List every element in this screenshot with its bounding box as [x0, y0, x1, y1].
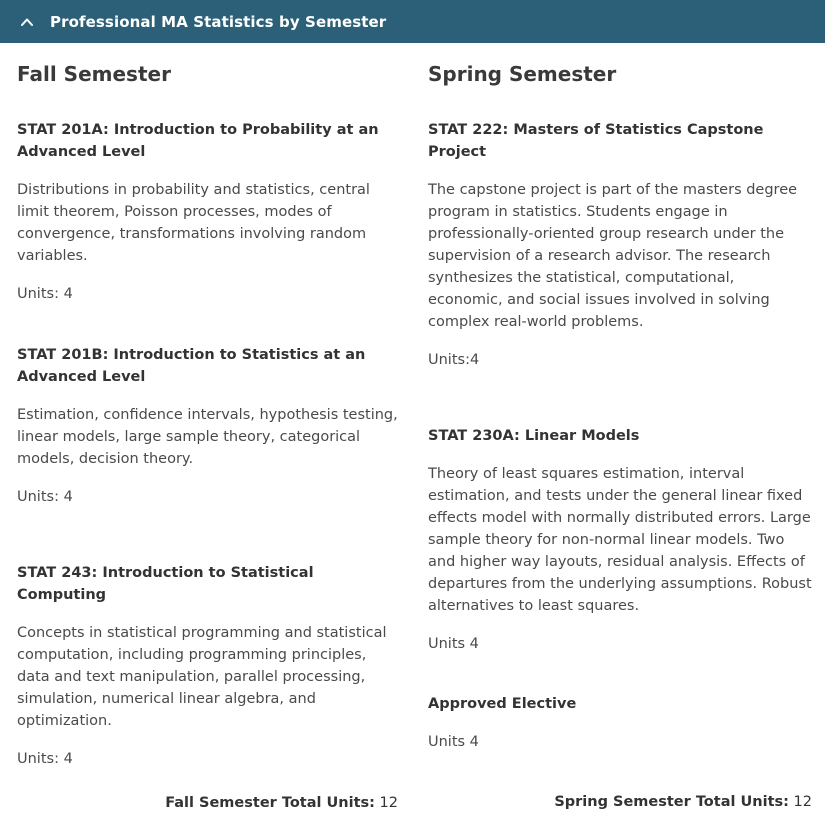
course-stat-230a [428, 425, 812, 655]
course-description: Concepts in statistical programming and statistical computation, including programming principles, data and text manipulation, parallel processing, simulation, numerical linear algebra, and optimization. [17, 625, 387, 729]
course-units: Units 4 [428, 636, 479, 652]
fall-total-units [17, 792, 401, 814]
course-stat-201b [17, 344, 401, 508]
fall-total-value: 12 [379, 795, 398, 811]
spring-total-value: 12 [793, 794, 812, 810]
fall-total-label: Fall Semester Total Units: [165, 795, 375, 811]
course-title: STAT 201A: Introduction to Probability at an Advanced Level [17, 122, 379, 160]
course-title: STAT 243: Introduction to Statistical Computing [17, 565, 314, 603]
course-description: Theory of least squares estimation, interval estimation, and tests under the general linear fixed effects model with normally distributed errors. Large sample theory for non-normal linear models. Two and higher way layouts, residual analysis. Effects of departures from the underlying assumptions. Robust alternatives to least squares. [428, 466, 812, 614]
course-title: STAT 201B: Introduction to Statistics at an Advanced Level [17, 347, 366, 385]
course-description: The capstone project is part of the masters degree program in statistics. Students engage in professionally-oriented group research under the supervision of a research advisor. The research synthesizes the statistical, computational, economic, and social issues involved in solving complex real-world problems. [428, 182, 798, 330]
chevron-up-icon[interactable] [20, 15, 34, 29]
accordion-title: Professional MA Statistics by Semester [50, 12, 387, 31]
course-units: Units:4 [428, 352, 480, 368]
course-stat-243 [17, 562, 401, 770]
course-units: Units: 4 [17, 286, 73, 302]
course-approved-elective [428, 693, 812, 753]
fall-semester-column [17, 58, 401, 814]
course-stat-201a [17, 119, 401, 305]
course-units: Units 4 [428, 734, 479, 750]
course-title: STAT 222: Masters of Statistics Capstone Project [428, 122, 764, 160]
course-title: Approved Elective [428, 696, 577, 712]
accordion-header[interactable] [0, 0, 825, 43]
course-title: STAT 230A: Linear Models [428, 428, 640, 444]
course-description: Estimation, confidence intervals, hypothesis testing, linear models, large sample theory, categorical models, decision theory. [17, 407, 398, 467]
spring-total-label: Spring Semester Total Units: [554, 794, 789, 810]
fall-semester-title: Fall Semester [17, 62, 171, 86]
course-stat-222 [428, 119, 812, 371]
spring-total-units [428, 791, 812, 813]
course-units: Units: 4 [17, 751, 73, 767]
spring-semester-title: Spring Semester [428, 62, 617, 86]
course-description: Distributions in probability and statistics, central limit theorem, Poisson processes, modes of convergence, transformations involving random variables. [17, 182, 370, 264]
course-units: Units: 4 [17, 489, 73, 505]
spring-semester-column [428, 58, 812, 813]
